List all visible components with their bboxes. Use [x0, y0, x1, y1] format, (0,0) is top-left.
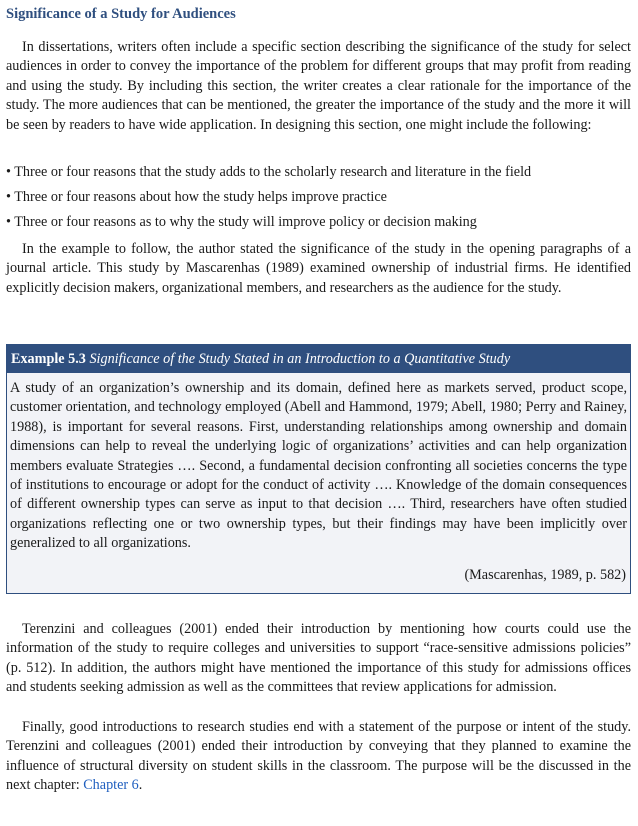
closing-period: .	[138, 777, 143, 794]
closing-paragraph	[6, 718, 631, 796]
intro-paragraph: In dissertations, writers often include a specific section describing the significance of the study for select audiences in order to convey the importance of the problem for different groups that may profit from reading and using the study. By including this section, the writer creates a clear rationale for the importance of the study. The more audiences that can be mentioned, the greater the importance of the study and the more it will be seen by readers to have wide application. In designing this section, one might include the following:	[6, 39, 631, 133]
closing-text: Finally, good introductions to research studies end with a statement of the purpose or intent of the study. Terenzini and colleagues (2001) ended their introduction by conveying that they planned to examine the influence of structural diversity on student skills in the classroom. The purpose will be the discussed in the next chapter:	[6, 719, 631, 794]
example-header	[7, 345, 630, 373]
terenzini-paragraph: Terenzini and colleagues (2001) ended their introduction by mentioning how courts could use the information of the study to require colleges and universities to support “race-sensitive admissions policies” (p. 512). In addition, the authors might have mentioned the importance of this study for admissions offices and students seeking admission as well as the committees that review applications for admission.	[6, 621, 631, 696]
bullet-item-scholarly: • Three or four reasons that the study adds to the scholarly research and literature in the field	[6, 164, 532, 180]
chapter-6-link[interactable]: Chapter 6	[83, 777, 139, 794]
bullet-item-policy: • Three or four reasons as to why the study will improve policy or decision making	[6, 214, 477, 230]
example-intro-paragraph: In the example to follow, the author stated the significance of the study in the opening paragraphs of a journal article. This study by Mascarenhas (1989) examined ownership of industrial firms. He identified explicitly decision makers, organizational members, and researchers as the audience for the study.	[6, 241, 631, 296]
example-number: Example 5.3	[11, 351, 86, 367]
example-box	[6, 344, 631, 594]
example-body: A study of an organization’s ownership and its domain, defined here as markets served, product scope, customer orientation, and technology employed (Abell and Hammond, 1979; Abell, 1980; Perry and Rainey, 1988), is important for several reasons. First, understanding relationships among ownership and domain dimensions can help to reveal the underlying logic of organizations’ activities and can help organization members evaluate Strategies …. Second, a fundamental decision confronting all societies concerns the type of institutions to encourage or adopt for the conduct of activity …. Knowledge of the domain consequences of different ownership types can serve as input to that decision …. Third, researchers have often studied organizations reflecting one or two ownership types, but their findings may have been implicitly over generalized to all organizations.	[10, 380, 627, 552]
bullet-item-practice: • Three or four reasons about how the study helps improve practice	[6, 189, 387, 205]
example-title: Significance of the Study Stated in an Introduction to a Quantitative Study	[89, 351, 511, 367]
section-heading: Significance of a Study for Audiences	[6, 6, 236, 22]
example-citation: (Mascarenhas, 1989, p. 582)	[464, 566, 626, 583]
